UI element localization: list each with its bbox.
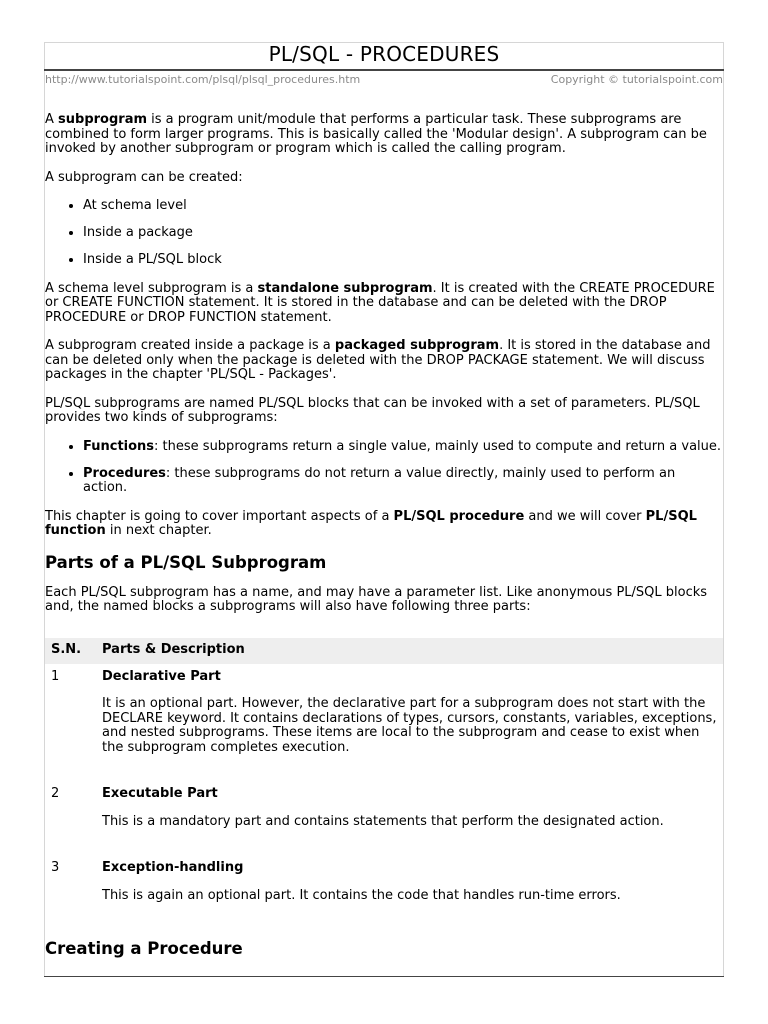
part-title: Executable Part (102, 786, 218, 801)
part-description: It is an optional part. However, the declarative part for a subprogram does not start with the DECLARE keyword. It contains declarations of types, cursors, constants, variables, exceptions, and nested subprograms. These items are local to the subprogram and cease to exist when the subprogram completes execution. (102, 696, 717, 755)
source-url-link[interactable]: http://www.tutorialspoint.com/plsql/plsql_procedures.htm (45, 73, 361, 86)
list-item: • Procedures: these subprograms do not return a value directly, mainly used to perform an action. (83, 467, 723, 496)
parts-intro-paragraph: Each PL/SQL subprogram has a name, and may have a parameter list. Like anonymous PL/SQL blocks and, the named blocks a subprograms will also have following three parts: (45, 584, 708, 614)
frame-right-border (723, 42, 724, 977)
list-item: • At schema level (83, 199, 723, 214)
table-row (45, 664, 723, 782)
table-header-row (45, 638, 723, 664)
parts-table (45, 638, 723, 930)
creation-intro-paragraph: A subprogram can be created: (45, 169, 243, 185)
part-title: Exception-handling (102, 860, 244, 875)
column-header-parts: Parts & Description (98, 638, 723, 664)
section-heading-creating: Creating a Procedure (45, 939, 243, 958)
table-row (45, 781, 723, 855)
chapter-scope-paragraph: This chapter is going to cover important aspects of a PL/SQL procedure and we will cover PL/SQL function in next chapter. (45, 508, 697, 538)
column-header-sn: S.N. (45, 638, 98, 664)
part-description: This is a mandatory part and contains statements that perform the designated action. (102, 813, 664, 829)
part-title: Declarative Part (102, 668, 221, 684)
subprogram-kinds-list (45, 440, 723, 496)
kinds-intro-paragraph: PL/SQL subprograms are named PL/SQL blocks that can be invoked with a set of parameters. PL/SQL provides two kinds of subprograms: (45, 395, 700, 425)
title-divider (44, 69, 724, 71)
list-item: • Inside a package (83, 226, 723, 241)
page-title: PL/SQL - PROCEDURES (268, 42, 500, 66)
standalone-paragraph: A schema level subprogram is a standalone subprogram. It is created with the CREATE PROCEDURE or CREATE FUNCTION statement. It is stored in the database and can be deleted with the DROP PROCEDURE or DROP FUNCTION statement. (45, 280, 715, 325)
article-body (45, 113, 723, 972)
creation-locations-list (45, 199, 723, 268)
row-number: 1 (51, 668, 60, 684)
list-item: • Inside a PL/SQL block (83, 253, 723, 268)
part-description: This is again an optional part. It contains the code that handles run-time errors. (102, 887, 621, 903)
intro-paragraph: A subprogram is a program unit/module that performs a particular task. These subprograms are combined to form larger programs. This is basically called the 'Modular design'. A subprogram can be invoked by another subprogram or program which is called the calling program. (45, 112, 707, 156)
table-row (45, 855, 723, 929)
packaged-paragraph: A subprogram created inside a package is a packaged subprogram. It is stored in the database and can be deleted only when the package is deleted with the DROP PACKAGE statement. We will discuss packages in the chapter 'PL/SQL - Packages'. (45, 338, 711, 382)
section-heading-parts: Parts of a PL/SQL Subprogram (45, 552, 327, 572)
bottom-divider (44, 976, 724, 977)
row-number: 3 (51, 860, 60, 875)
copyright-notice: Copyright © tutorialspoint.com (550, 73, 723, 86)
row-number: 2 (51, 786, 60, 801)
list-item: • Functions: these subprograms return a single value, mainly used to compute and return a value. (83, 440, 723, 455)
